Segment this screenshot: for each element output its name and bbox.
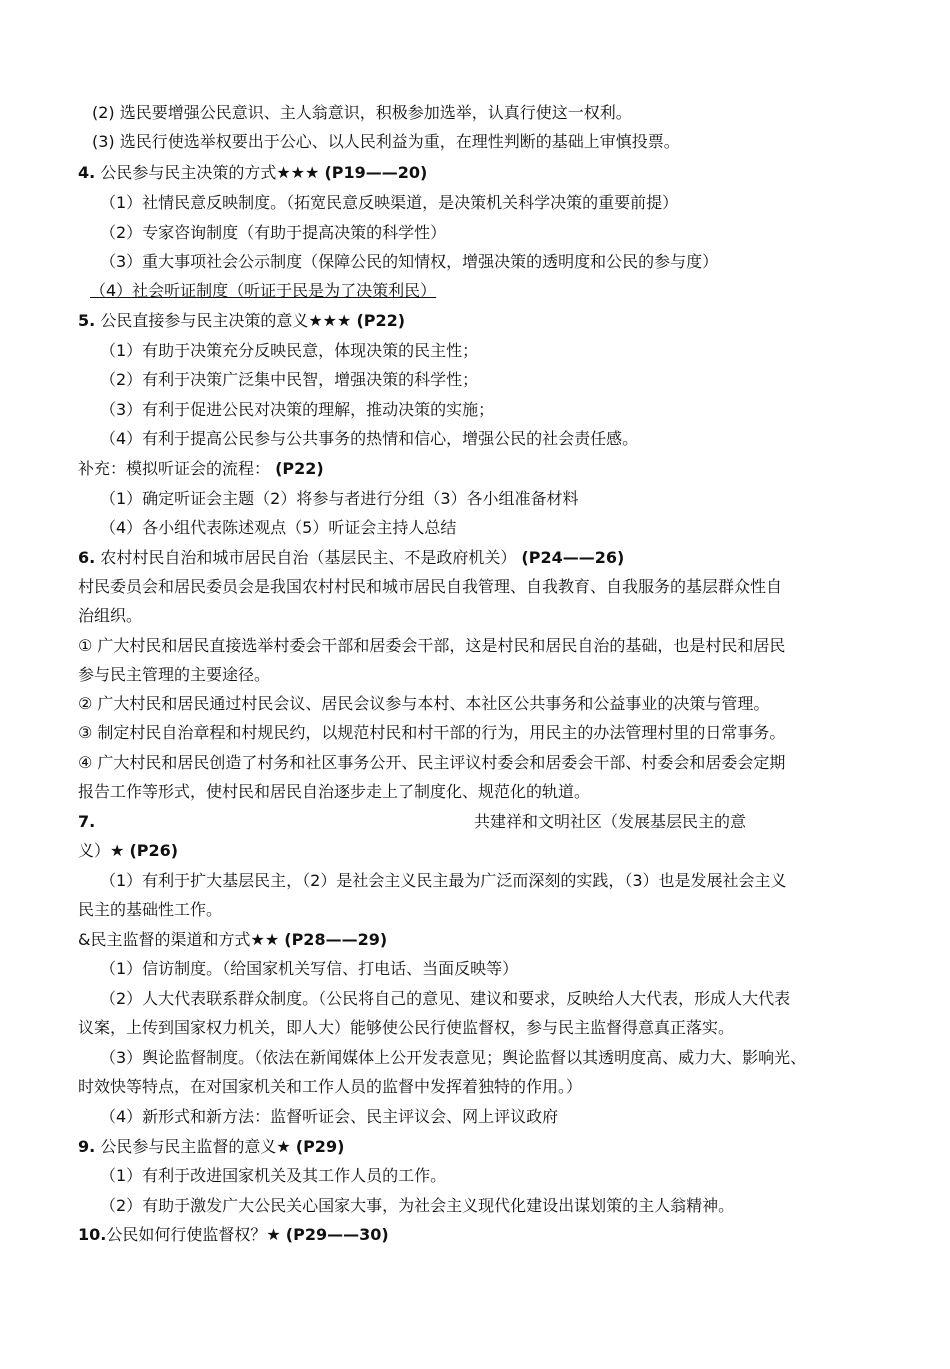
text-line: (3) 选民行使选举权要出于公心、以人民利益为重，在理性判断的基础上审慎投票。 [92,132,680,151]
text-line: （3）重大事项社会公示制度（保障公民的知情权，增强决策的透明度和公民的参与度） [100,252,719,271]
supplement-heading [78,454,930,483]
page-reference: (P29) [295,1137,345,1156]
text-line: （4）各小组代表陈述观点（5）听证会主持人总结 [100,518,457,537]
text-line: （2）有利于决策广泛集中民智，增强决策的科学性； [100,370,479,389]
underlined-text: （4）社会听证制度（听证于民是为了决策利民） [90,281,437,300]
section-title-continued: 义）★ [78,841,125,860]
text-line: （4）有利于提高公民参与公共事务的热情和信心，增强公民的社会责任感。 [100,429,639,448]
page-reference: (P19——20) [324,163,428,182]
text-line: （1）有利于扩大基层民主，（2）是社会主义民主最为广泛而深刻的实践，（3）也是发展社会主义 [100,871,787,890]
text-line: （3）有利于促进公民对决策的理解，推动决策的实施； [100,400,495,419]
section-heading-7-continued [78,836,930,865]
section-heading-9 [78,1132,930,1161]
section-number: 5. [78,311,96,330]
section-heading-8 [78,925,930,954]
text-line: （2）专家咨询制度（有助于提高决策的科学性） [100,223,447,242]
section-heading-7 [78,807,930,836]
section-heading-10 [78,1220,930,1249]
text-line: 治组织。 [78,606,143,625]
section-title: 公民参与民主决策的方式★★★ [100,163,320,182]
page-reference: (P28——29) [284,930,388,949]
section-title: 公民参与民主监督的意义★ [100,1137,291,1156]
text-line: （1）确定听证会主题（2）将参与者进行分组（3）各小组准备材料 [100,489,579,508]
page-reference: (P22) [275,459,324,478]
text-line: 村民委员会和居民委员会是我国农村村民和城市居民自我管理、自我教育、自我服务的基层群众性自 [78,577,783,596]
text-line: ③ 制定村民自治章程和村规民约，以规范村民和村干部的行为，用民主的办法管理村里的日常事务。 [78,723,786,742]
text-line: 参与民主管理的主要途径。 [78,665,271,684]
page-reference: (P24——26) [521,548,625,567]
text-line: （1）有助于决策充分反映民意，体现决策的民主性； [100,341,479,360]
section-number: 6. [78,548,96,567]
text-line: （4）新形式和新方法：监督听证会、民主评议会、网上评议政府 [100,1107,559,1126]
text-line: 报告工作等形式，使村民和居民自治逐步走上了制度化、规范化的轨道。 [78,782,591,801]
section-title: 共建祥和文明社区（发展基层民主的意 [474,812,747,831]
text-line: （2）有助于激发广大公民关心国家大事，为社会主义现代化建设出谋划策的主人翁精神。 [100,1196,735,1215]
section-title: 农村村民自治和城市居民自治（基层民主、不是政府机关） [100,548,517,567]
page-reference: (P29——30) [285,1225,389,1244]
section-number: 10. [78,1225,107,1244]
section-heading-4 [78,158,930,187]
section-title: 公民如何行使监督权？★ [106,1225,281,1244]
text-line-underlined [90,276,930,305]
text-line: 民主的基础性工作。 [78,900,223,919]
section-number: 4. [78,163,96,182]
page-reference: (P26) [129,841,179,860]
text-line: （2）人大代表联系群众制度。（公民将自己的意见、建议和要求，反映给人大代表，形成人大代表 [100,989,791,1008]
section-number: 7. [78,812,96,831]
page-reference: (P22) [356,311,406,330]
text-line: 议案，上传到国家权力机关，即人大）能够使公民行使监督权，参与民主监督得意真正落实。 [78,1018,735,1037]
section-heading-6 [78,543,930,572]
section-title: &民主监督的渠道和方式★★ [78,930,280,949]
text-line: （3）舆论监督制度。（依法在新闻媒体上公开发表意见；舆论监督以其透明度高、威力大、影响光、 [100,1048,807,1067]
supplement-title: 补充：模拟听证会的流程： [78,459,271,478]
text-line: （1）有利于改进国家机关及其工作人员的工作。 [100,1166,447,1185]
text-line: ① 广大村民和居民直接选举村委会干部和居委会干部，这是村民和居民自治的基础，也是村民和居民 [78,636,786,655]
text-line: （1）社情民意反映制度。（拓宽民意反映渠道，是决策机关科学决策的重要前提） [100,193,679,212]
section-number: 9. [78,1137,96,1156]
text-line: （1）信访制度。（给国家机关写信、打电话、当面反映等） [100,959,519,978]
text-line: 时效快等特点，在对国家机关和工作人员的监督中发挥着独特的作用。） [78,1077,583,1096]
section-heading-5 [78,306,930,335]
text-line: (2) 选民要增强公民意识、主人翁意识，积极参加选举，认真行使这一权利。 [92,103,632,122]
text-line: ④ 广大村民和居民创造了村务和社区事务公开、民主评议村委会和居委会干部、村委会和居委会定期 [78,753,786,772]
section-title: 公民直接参与民主决策的意义★★★ [100,311,352,330]
text-line: ② 广大村民和居民通过村民会议、居民会议参与本村、本社区公共事务和公益事业的决策与管理。 [78,694,770,713]
